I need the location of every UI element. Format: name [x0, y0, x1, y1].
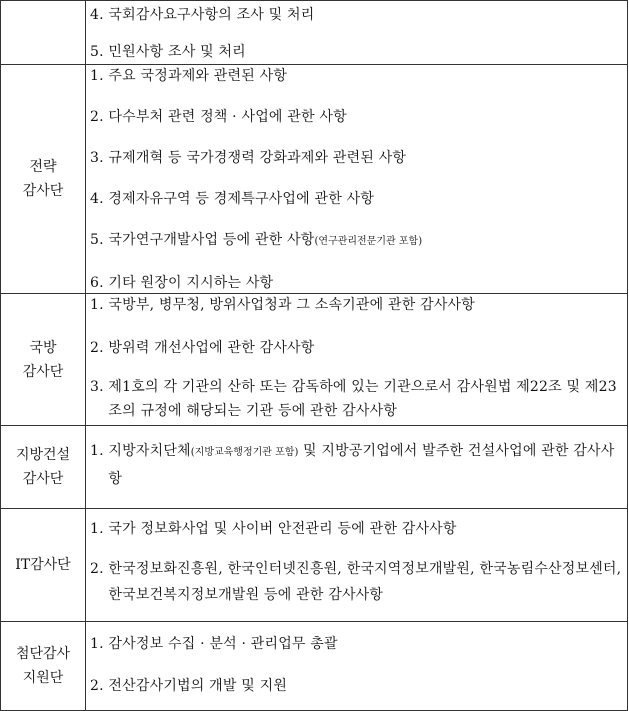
table-row [1, 509, 628, 622]
duty-item: 1. 주요 국정과제와 관련된 사항 [90, 68, 288, 84]
duty-item: 5. 민원사항 조사 및 처리 [90, 44, 246, 60]
duty-item: 2. 전산감사기법의 개발 및 지원 [90, 678, 288, 694]
table-row [1, 426, 628, 509]
table-row [1, 622, 628, 711]
table-row [1, 1, 628, 65]
duty-item: 1. 지방자치단체(지방교육행정기관 포함) 및 지방공기업에서 발주한 건설사업에 관한 감사사항 [90, 443, 615, 487]
duties-cell [86, 426, 628, 509]
unit-name-cell [1, 65, 86, 294]
duty-item: 1. 국가 정보화사업 및 사이버 안전관리 등에 관한 감사사항 [90, 521, 457, 537]
duty-item: 1. 국방부, 병무청, 방위사업청과 그 소속기관에 관한 감사사항 [90, 297, 475, 313]
unit-name: 국방 [29, 339, 57, 356]
duty-note: (연구관리전문기관 포함) [314, 236, 423, 247]
unit-name: 지원단 [22, 670, 64, 686]
duty-item: 2. 다수부처 관련 정책 · 사업에 관한 사항 [90, 109, 347, 125]
duty-item: 2. 한국정보화진흥원, 한국인터넷진흥원, 한국지역정보개발원, 한국농림수산정보센터, 한국보건복지정보개발원 등에 관한 감사사항 [90, 561, 622, 603]
duty-item: 5. 국가연구개발사업 등에 관한 사항(연구관리전문기관 포함) [90, 232, 423, 248]
unit-name: 첨단감사 [15, 646, 71, 662]
table-row [1, 65, 628, 294]
duty-item: 2. 방위력 개선사업에 관한 감사사항 [90, 340, 315, 356]
unit-name-cell [1, 1, 86, 65]
duties-cell [86, 65, 628, 294]
duty-item: 4. 경제자유구역 등 경제특구사업에 관한 사항 [90, 191, 375, 207]
table-row [1, 294, 628, 426]
unit-name-cell [1, 509, 86, 622]
duty-item: 3. 규제개혁 등 국가경쟁력 강화과제와 관련된 사항 [90, 150, 407, 166]
duties-cell [86, 622, 628, 711]
unit-name: 감사단 [22, 471, 64, 487]
duty-item: 3. 제1호의 각 기관의 산하 또는 감독하에 있는 기관으로서 감사원법 제22조 및 제23조의 규정에 해당되는 기관 등에 관한 감사사항 [90, 379, 617, 419]
duties-cell [86, 1, 628, 65]
unit-name-cell [1, 294, 86, 426]
unit-name: IT감사단 [15, 557, 71, 573]
unit-name: 감사단 [22, 183, 64, 199]
duties-cell [86, 294, 628, 426]
duty-item: 1. 감사정보 수집 · 분석 · 관리업무 총괄 [90, 636, 338, 652]
unit-name: 지방건설 [15, 447, 71, 463]
unit-name: 전략 [29, 159, 57, 175]
duty-note: (지방교육행정기관 포함) [190, 447, 299, 458]
duty-item: 4. 국회감사요구사항의 조사 및 처리 [90, 7, 315, 23]
duty-item: 6. 기타 원장이 지시하는 사항 [90, 275, 274, 291]
unit-name-cell [1, 622, 86, 711]
unit-name: 감사단 [22, 363, 64, 380]
duties-cell [86, 509, 628, 622]
unit-name-cell [1, 426, 86, 509]
